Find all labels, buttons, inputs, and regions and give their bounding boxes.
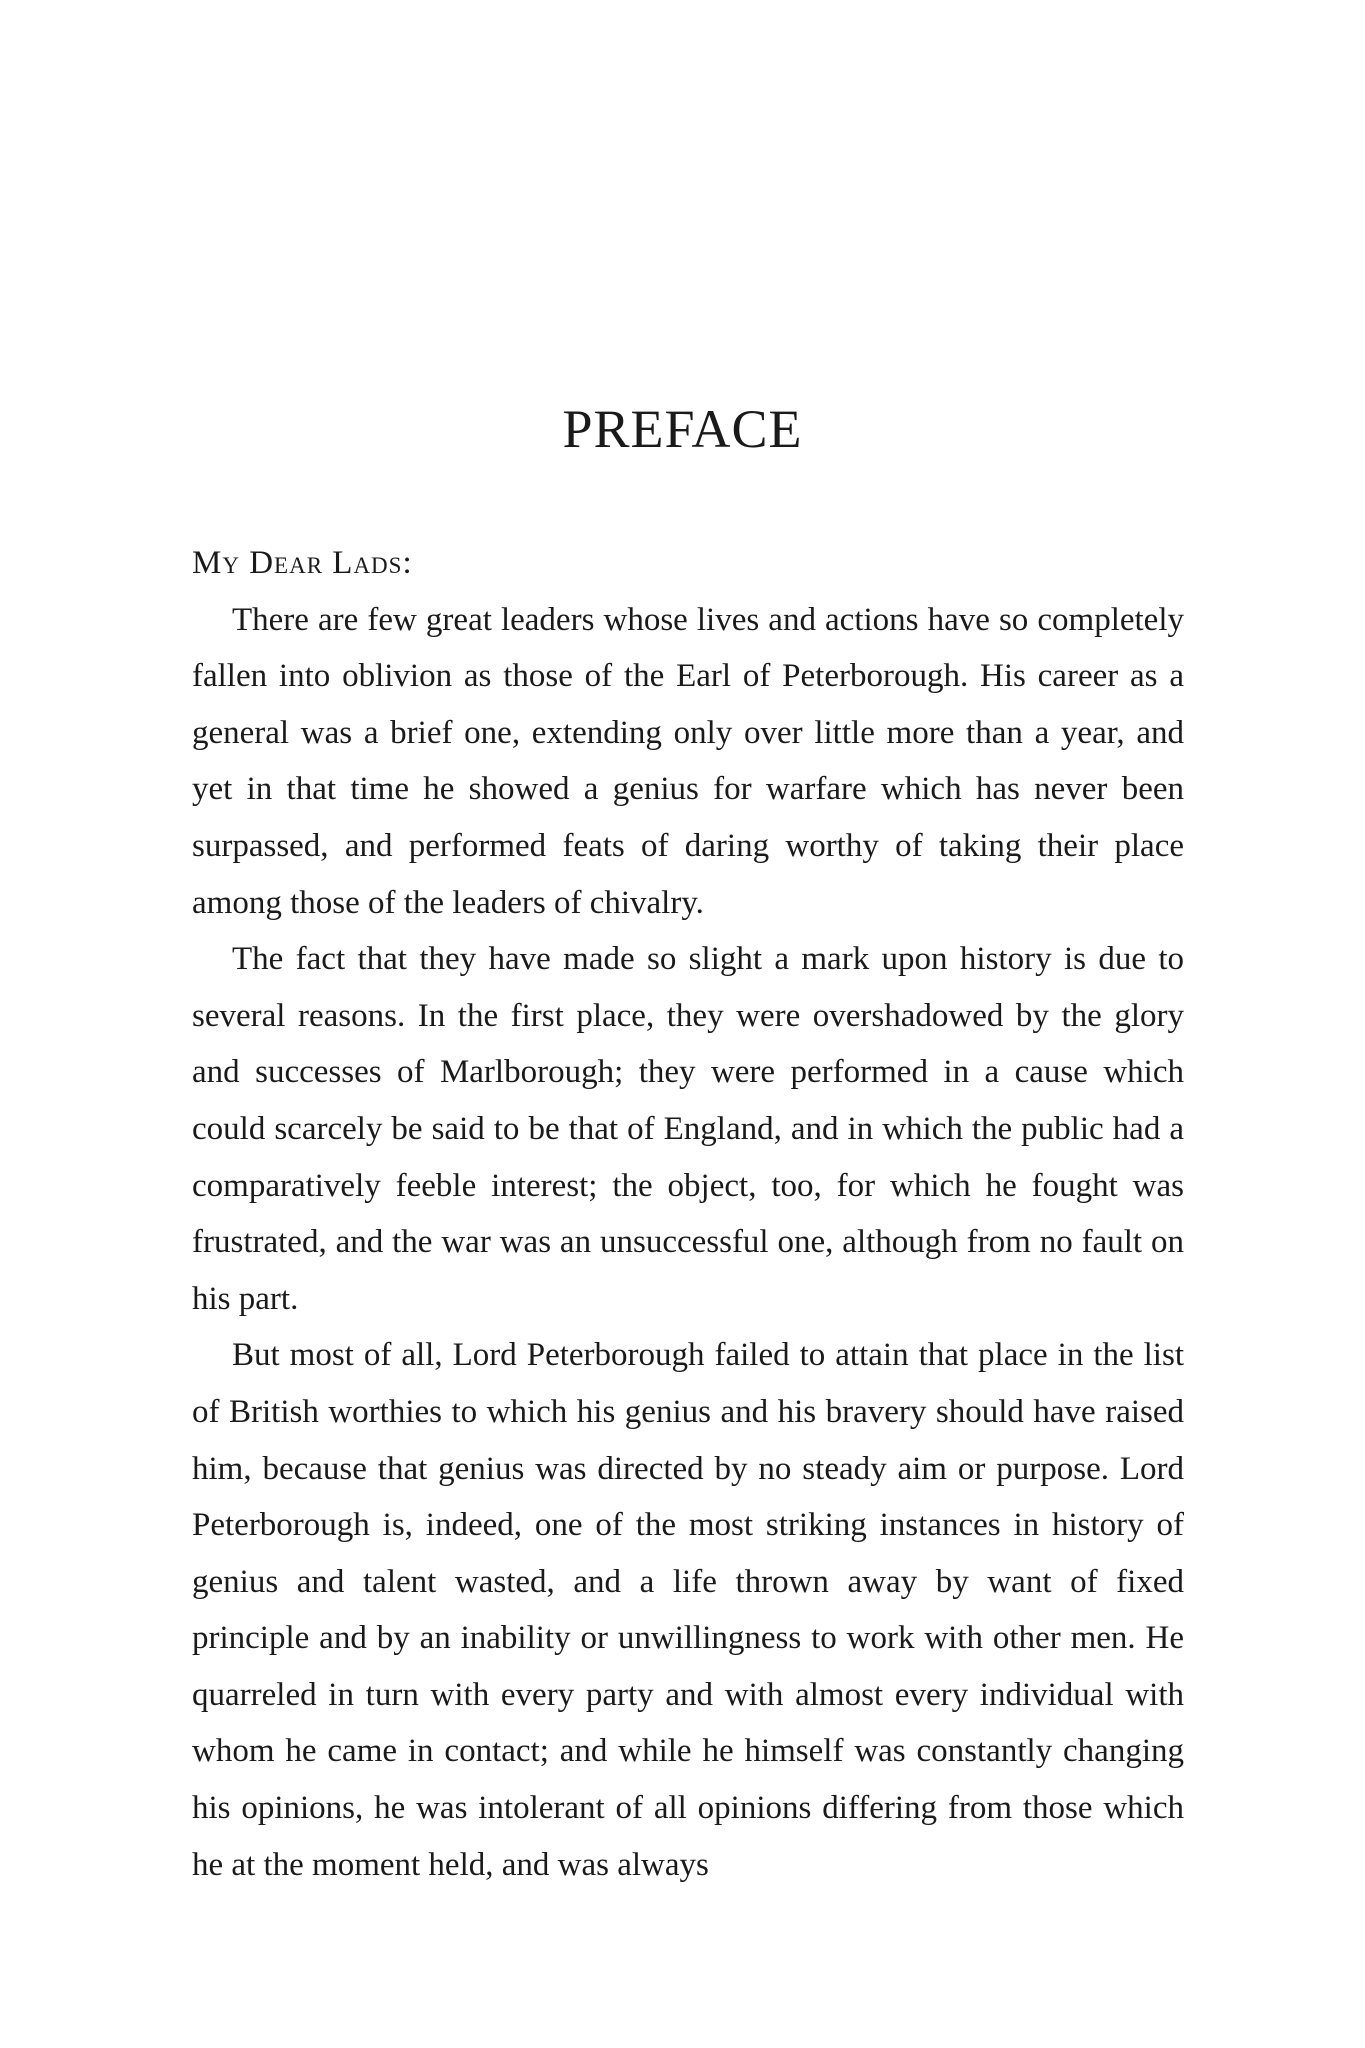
paragraph-1: There are few great leaders whose lives and actions have so completely fallen into oblivion as those of the Earl of Peterborough. His career as a general was a brief one, extending only over little more than a year, and yet in that time he showed a genius for warfare which has never been surpassed, and performed feats of daring worthy of taking their place among those of the leaders of chivalry. <box>192 601 1184 921</box>
paragraph-2: The fact that they have made so slight a mark upon history is due to several reasons. In the first place, they were overshadowed by the glory and successes of Marlborough; they were performed in a cause which could scarcely be said to be that of England, and in which the public had a comparatively feeble interest; the object, too, for which he fought was frustrated, and the war was an unsuccessful one, although from no fault on his part. <box>192 941 1184 1317</box>
paragraph-3: But most of all, Lord Peterborough failed to attain that place in the list of British worthies to which his genius and his bravery should have raised him, because that genius was directed by no steady aim or purpose. Lord Peterborough is, indeed, one of the most striking instances in history of genius and talent wasted, and a life thrown away by want of fixed principle and by an inability or unwillingness to work with other men. He quarreled in turn with every party and with almost every individual with whom he came in contact; and while he himself was constantly changing his opinions, he was intolerant of all opinions differing from those which he at the moment held, and was always <box>192 1337 1184 1883</box>
preface-body <box>192 535 1184 1893</box>
page-title: PREFACE <box>562 399 803 459</box>
salutation: My Dear Lads: <box>192 545 413 581</box>
